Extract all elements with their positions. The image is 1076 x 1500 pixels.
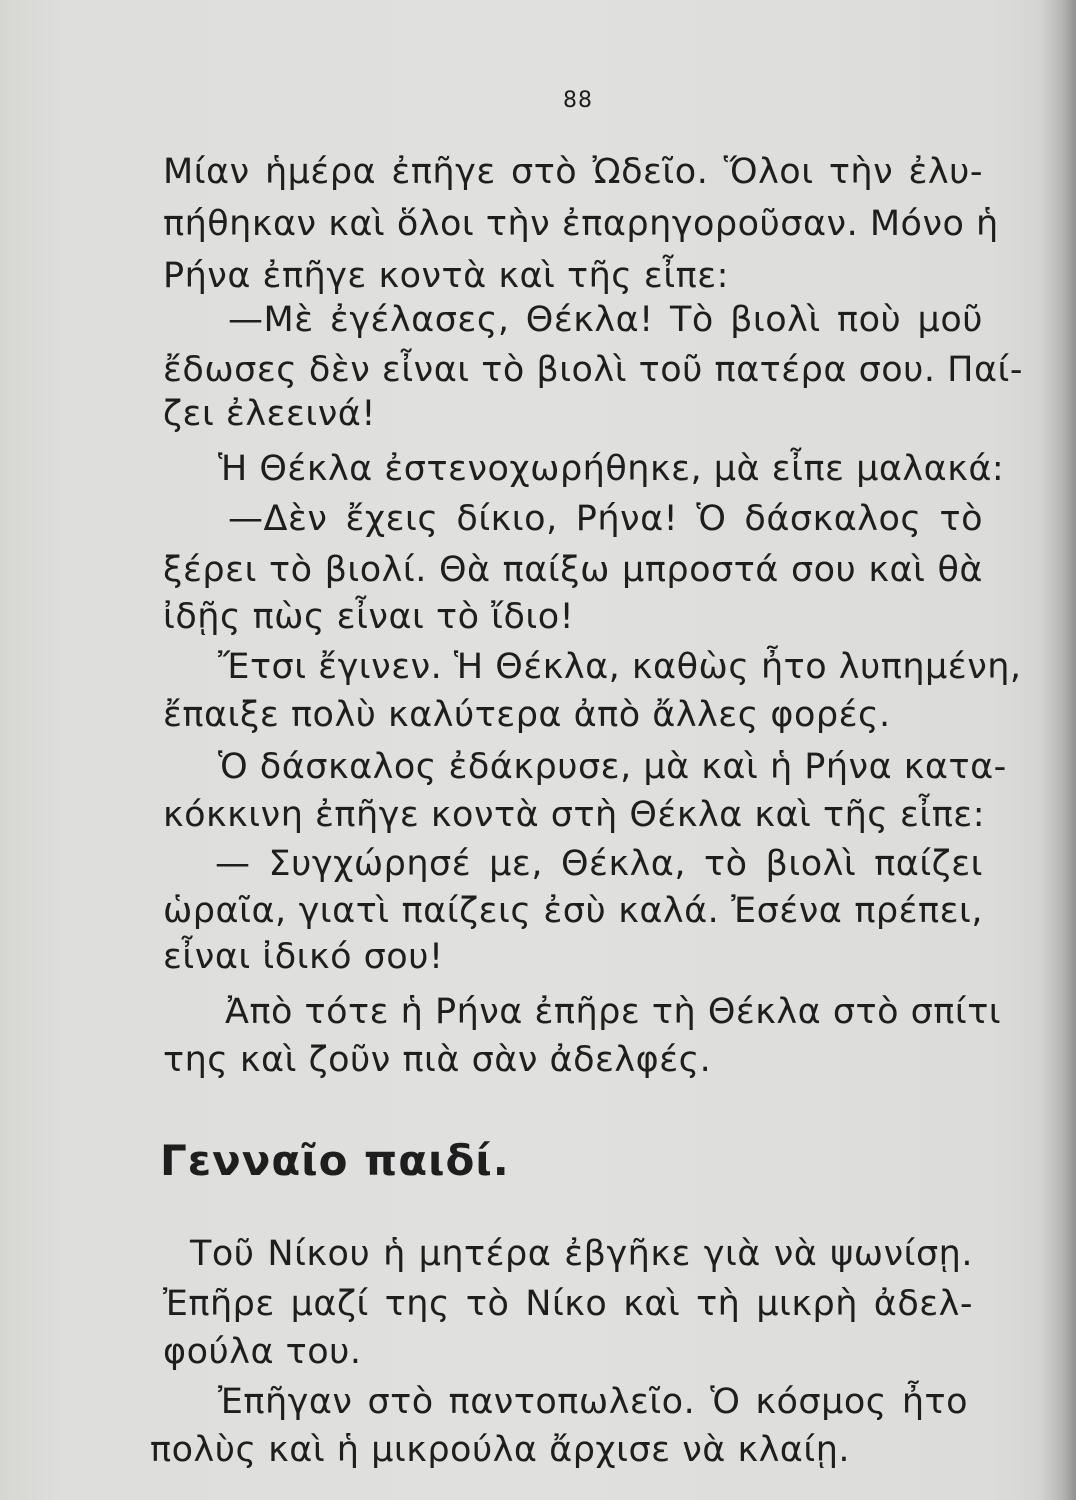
text-line: — Συγχώρησέ με, Θέκλα, τὸ βιολὶ παίζει: [215, 844, 983, 884]
text-line: κόκκινη ἐπῆγε κοντὰ στὴ Θέκλα καὶ τῆς εἶπε:: [163, 795, 985, 835]
text-line: ὡραῖα, γιατὶ παίζεις ἐσὺ καλά. Ἐσένα πρέπει,: [163, 891, 983, 931]
text-line: Ἡ Θέκλα ἐστενοχωρήθηκε, μὰ εἶπε μαλακά:: [218, 449, 1005, 489]
text-line: Ἐπῆρε μαζί της τὸ Νίκο καὶ τὴ μικρὴ ἀδελ-: [163, 1284, 973, 1324]
text-line: Ἀπὸ τότε ἡ Ρήνα ἐπῆρε τὴ Θέκλα στὸ σπίτι: [225, 992, 1002, 1032]
text-line: Ρήνα ἐπῆγε κοντὰ καὶ τῆς εἶπε:: [163, 256, 729, 296]
text-line: —Δὲν ἔχεις δίκιο, Ρήνα! Ὁ δάσκαλος τὸ: [228, 499, 983, 539]
text-line: —Μὲ ἐγέλασες, Θέκλα! Τὸ βιολὶ ποὺ μοῦ: [228, 300, 983, 340]
text-line: Τοῦ Νίκου ἡ μητέρα ἐβγῆκε γιὰ νὰ ψωνίσῃ.: [190, 1234, 973, 1274]
text-line: φούλα του.: [163, 1332, 362, 1372]
text-line: ἔδωσες δὲν εἶναι τὸ βιολὶ τοῦ πατέρα σου. Παί-: [163, 350, 1024, 390]
text-line: ξέρει τὸ βιολί. Θὰ παίξω μπροστά σου καὶ θὰ: [163, 550, 983, 590]
text-line: πήθηκαν καὶ ὅλοι τὴν ἐπαρηγοροῦσαν. Μόνο ἡ: [163, 204, 999, 244]
text-line: Μίαν ἡμέρα ἐπῆγε στὸ Ὠδεῖο. Ὅλοι τὴν ἐλυ-: [163, 152, 983, 192]
page-edge-shadow: [1040, 0, 1076, 1500]
text-line: Ἔτσι ἔγινεν. Ἡ Θέκλα, καθὼς ἦτο λυπημένη,: [218, 647, 1022, 687]
text-line: της καὶ ζοῦν πιὰ σὰν ἀδελφές.: [163, 1040, 712, 1080]
section-heading: Γενναῖο παιδί.: [160, 1136, 510, 1185]
page-number: 88: [563, 88, 593, 113]
text-line: Ὁ δάσκαλος ἐδάκρυσε, μὰ καὶ ἡ Ρήνα κατα-: [218, 747, 1007, 787]
text-line: Ἐπῆγαν στὸ παντοπωλεῖο. Ὁ κόσμος ἦτο: [218, 1382, 968, 1422]
text-line: ζει ἐλεεινά!: [163, 394, 376, 434]
text-line: ἔπαιξε πολὺ καλύτερα ἀπὸ ἄλλες φορές.: [163, 695, 891, 735]
text-line: πολὺς καὶ ἡ μικρούλα ἄρχισε νὰ κλαίῃ.: [150, 1430, 851, 1470]
text-line: εἶναι ἰδικό σου!: [163, 937, 444, 977]
text-line: ἰδῇς πὼς εἶναι τὸ ἴδιο!: [163, 597, 575, 637]
